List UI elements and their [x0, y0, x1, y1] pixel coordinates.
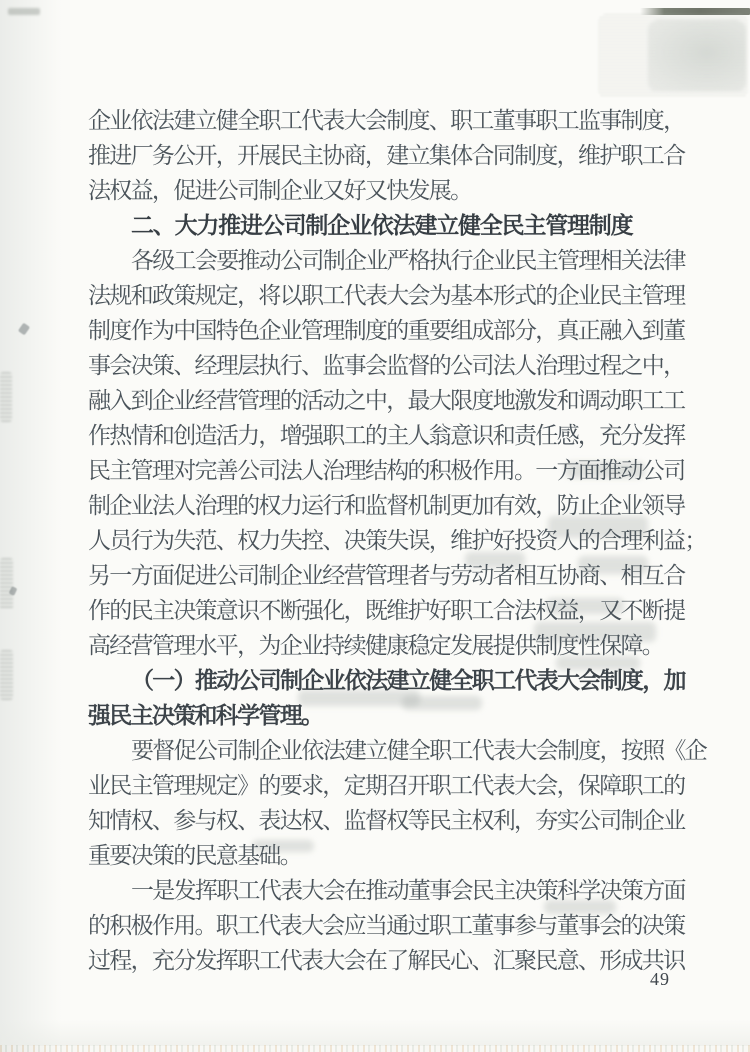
scan-stray-mark	[18, 323, 30, 336]
scan-left-smudge	[0, 650, 13, 700]
text-line: 民主管理对完善公司法人治理结构的积极作用。一方面推动公司	[88, 458, 685, 483]
scan-bottom-fringe	[0, 1045, 750, 1052]
section-heading: 二、大力推进公司制企业依法建立健全民主管理制度	[131, 212, 633, 238]
text-line: 的积极作用。职工代表大会应当通过职工董事参与董事会的决策	[88, 913, 685, 938]
document-body	[88, 103, 708, 978]
text-line: 推进厂务公开，开展民主协商，建立集体合同制度，维护职工合	[88, 143, 685, 168]
text-line: 制企业法人治理的权力运行和监督机制更加有效，防止企业领导	[88, 493, 685, 518]
text-line: 作的民主决策意识不断强化，既维护好职工合法权益，又不断提	[88, 598, 685, 623]
paragraph-start: 一是发挥职工代表大会在推动董事会民主决策科学决策方面	[131, 878, 685, 903]
text-line: 法权益，促进公司制企业又好又快发展。	[88, 178, 472, 203]
text-line: 融入到企业经营管理的活动之中，最大限度地激发和调动职工工	[88, 388, 685, 413]
scan-left-smudge	[0, 372, 12, 422]
page-number: 49	[650, 969, 670, 989]
text-line: 人员行为失范、权力失控、决策失误，维护好投资人的合理利益；	[88, 528, 706, 553]
scan-stray-mark	[9, 586, 18, 596]
scan-bottom-edge-shading	[0, 1020, 750, 1046]
text-line: 重要决策的民意基础。	[88, 843, 302, 868]
text-line: 另一方面促进公司制企业经营管理者与劳动者相互协商、相互合	[88, 563, 685, 588]
text-line: 制度作为中国特色企业管理制度的重要组成部分，真正融入到董	[88, 318, 685, 343]
subsection-heading: （一）推动公司制企业依法建立健全职工代表大会制度，加	[131, 668, 685, 693]
scan-top-left-mark	[8, 8, 40, 15]
text-line: 事会决策、经理层执行、监事会监督的公司法人治理过程之中，	[88, 353, 685, 378]
text-line: 过程，充分发挥职工代表大会在了解民心、汇聚民意、形成共识	[88, 948, 685, 973]
scan-left-smudge	[0, 558, 13, 610]
scan-left-edge-shading	[0, 0, 70, 1052]
text-line: 高经营管理水平，为企业持续健康稳定发展提供制度性保障。	[88, 633, 664, 658]
paragraph-start: 要督促公司制企业依法建立健全职工代表大会制度，按照《企	[131, 738, 707, 763]
text-line: 业民主管理规定》的要求，定期召开职工代表大会，保障职工的	[88, 773, 685, 798]
text-line: 企业依法建立健全职工代表大会制度、职工董事职工监事制度，	[88, 108, 685, 133]
paragraph-start: 各级工会要推动公司制企业严格执行企业民主管理相关法律	[131, 248, 685, 273]
subsection-heading: 强民主决策和科学管理。	[88, 703, 323, 728]
text-line: 作热情和创造活力，增强职工的主人翁意识和责任感，充分发挥	[88, 423, 685, 448]
text-line: 法规和政策规定，将以职工代表大会为基本形式的企业民主管理	[88, 283, 685, 308]
scan-top-right-smudge-core	[648, 20, 746, 92]
text-line: 知情权、参与权、表达权、监督权等民主权利，夯实公司制企业	[88, 808, 685, 833]
